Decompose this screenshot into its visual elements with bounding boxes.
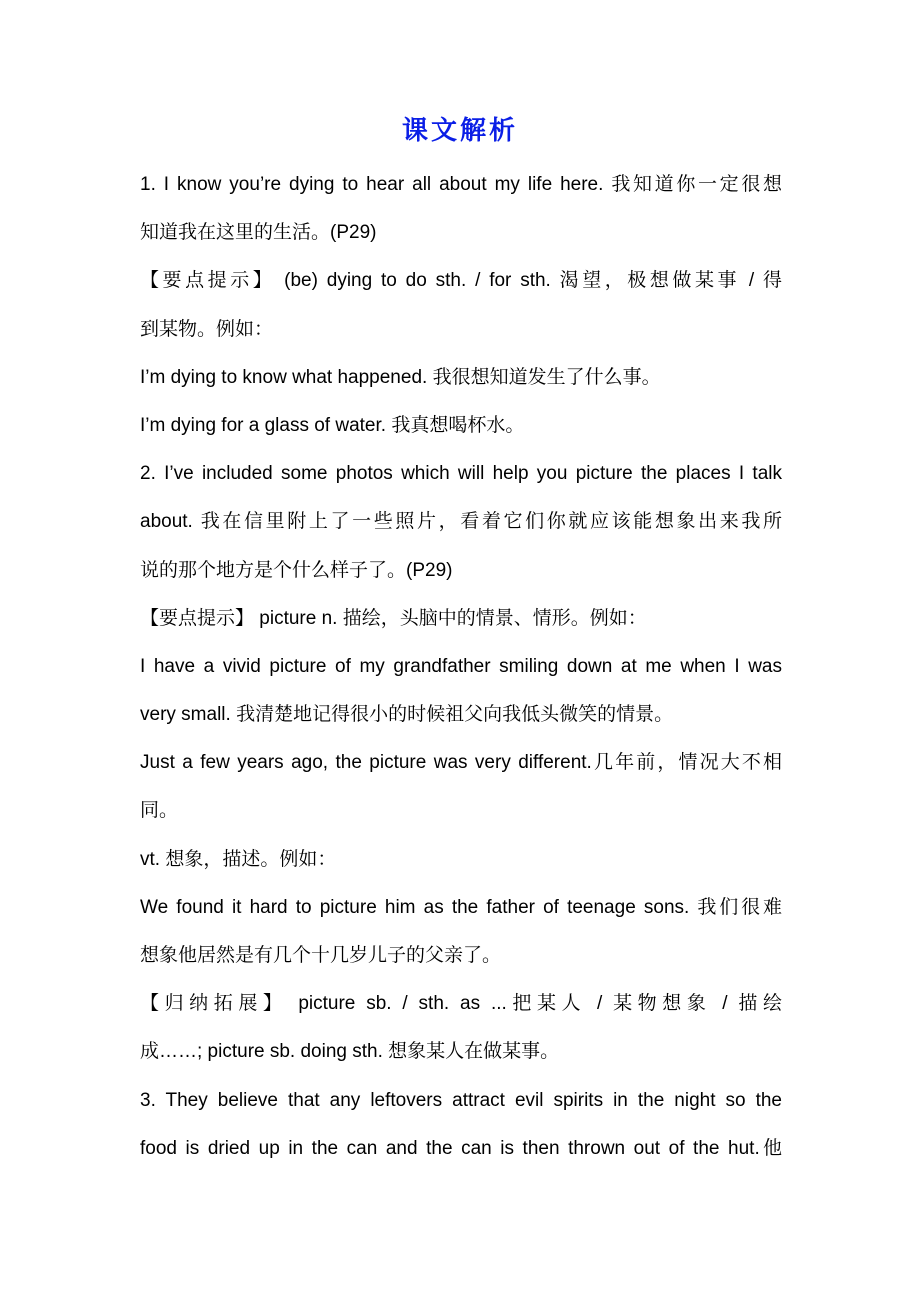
text-line: 成……; picture sb. doing sth. 想象某人在做某事。 bbox=[140, 1041, 560, 1063]
text-line: very small. 我清楚地记得很小的时候祖父向我低头微笑的情景。 bbox=[140, 704, 674, 726]
text-line: 2. I’ve included some photos which will help you picture the places I talk bbox=[140, 463, 782, 485]
text-line: 3. They believe that any leftovers attract evil spirits in the night so the bbox=[140, 1089, 782, 1111]
text-line: 想象他居然是有几个十几岁儿子的父亲了。 bbox=[140, 945, 502, 966]
page-title: 课文解析 bbox=[401, 116, 518, 146]
text-line: I’m dying to know what happened. 我很想知道发生了什么事。 bbox=[140, 366, 661, 388]
text-line: 说的那个地方是个什么样子了。(P29) bbox=[140, 559, 453, 581]
text-line: We found it hard to picture him as the father of teenage sons. 我们很难 bbox=[140, 896, 782, 918]
text-line: 同。 bbox=[140, 800, 179, 822]
text-line: 【要点提示】 (be) dying to do sth. / for sth. 渴望，极想做某事 / 得 bbox=[140, 270, 782, 292]
text-line: 【要点提示】 picture n. 描绘，头脑中的情景、情形。例如： bbox=[140, 607, 647, 629]
text-line: Just a few years ago, the picture was very different.几年前，情况大不相 bbox=[140, 752, 782, 774]
text-line: 【归纳拓展】 picture sb. / sth. as ...把某人 / 某物想象 / 描绘 bbox=[140, 993, 782, 1015]
text-line: about. 我在信里附上了一些照片，看着它们你就应该能想象出来我所 bbox=[140, 511, 782, 533]
text-line: vt. 想象，描述。例如： bbox=[140, 848, 337, 870]
text-line: food is dried up in the can and the can is then thrown out of the hut.他 bbox=[140, 1137, 782, 1159]
text-line: I’m dying for a glass of water. 我真想喝杯水。 bbox=[140, 414, 525, 436]
text-line: 知道我在这里的生活。(P29) bbox=[140, 222, 377, 244]
text-line: I have a vivid picture of my grandfather smiling down at me when I was bbox=[140, 655, 782, 677]
text-line: 到某物。例如： bbox=[140, 318, 274, 340]
document-body bbox=[140, 170, 782, 1182]
text-line: 1. I know you’re dying to hear all about my life here. 我知道你一定很想 bbox=[140, 174, 782, 195]
